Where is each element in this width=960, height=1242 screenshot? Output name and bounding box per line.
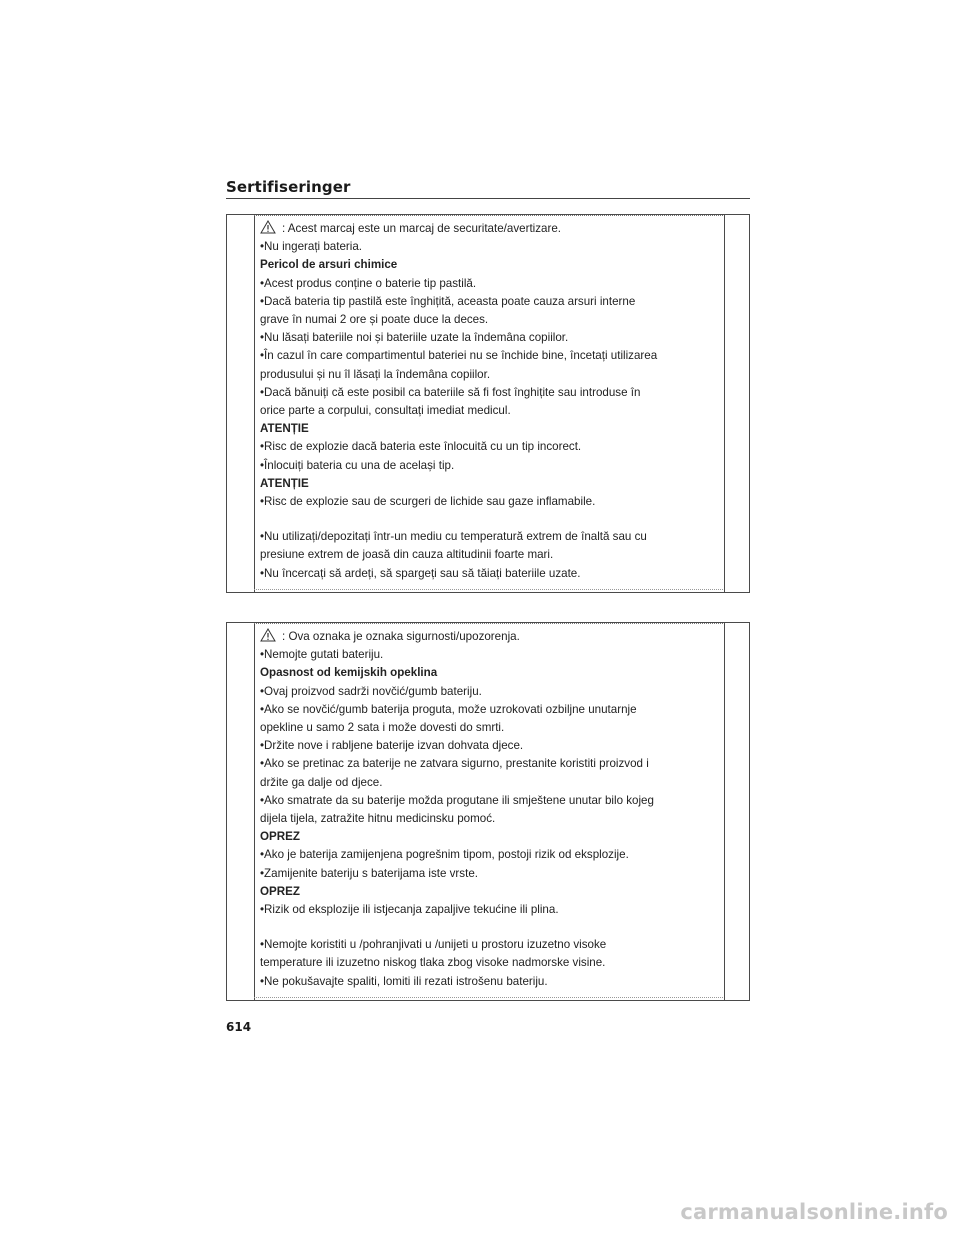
warning-line [260,366,720,384]
line-text: •În cazul în care compartimentul bateriei nu se închide bine, încetați utilizarea [260,349,658,363]
line-text: •Nemojte gutati bateriju. [260,648,384,662]
warning-line [260,493,720,511]
warning-line [260,646,720,664]
line-text: : Ova oznaka je oznaka sigurnosti/upozorenja. [282,630,520,643]
paragraph-gap [260,919,720,936]
warning-line [260,954,720,972]
line-text: •Nu încercați să ardeți, să spargeți sau să tăiați bateriile uzate. [260,566,581,580]
line-text: •Zamijenite bateriju s baterijama iste vrste. [260,866,478,880]
line-text: •Înlocuiți bateria cu una de același tip. [260,458,455,472]
line-text: •Dacă bănuiți că este posibil ca bateriile să fi fost înghițite sau introduse în [260,385,641,399]
warning-line [260,438,720,456]
line-text: temperature ili izuzetno niskog tlaka zbog visoke nadmorske visine. [260,956,606,970]
warning-line [260,683,720,701]
line-text: •Nu ingerați bateria. [260,240,363,254]
line-text: •Ako je baterija zamijenjena pogrešnim tipom, postoji rizik od eksplozije. [260,848,629,862]
line-text: •Držite nove i rabljene baterije izvan dohvata djece. [260,739,524,753]
line-text: •Ako se pretinac za baterije ne zatvara sigurno, prestanite koristiti proizvod i [260,757,649,771]
warning-text [260,220,720,583]
warning-line [260,238,720,256]
warning-line [260,901,720,919]
warning-line [260,347,720,365]
line-text: ATENȚIE [260,422,309,436]
line-text: grave în numai 2 ore și poate duce la deces. [260,313,489,327]
warning-line [260,865,720,883]
line-text: orice parte a corpului, consultați imediat medicul. [260,404,511,418]
line-text: OPREZ [260,884,300,898]
warning-line [260,384,720,402]
line-text: držite ga dalje od djece. [260,775,383,789]
warning-line [260,973,720,991]
warning-line [260,546,720,564]
warning-heading [260,664,720,682]
croatian-warning-box [226,622,750,1001]
line-text: •Nu utilizați/depozitați într-un mediu cu temperatură extrem de înaltă sau cu [260,530,647,544]
table-left-column-rule [254,623,255,1000]
warning-triangle-icon [260,628,276,642]
warning-line [260,719,720,737]
page-number: 614 [226,1020,252,1034]
line-text: •Acest produs conține o baterie tip pastilă. [260,276,477,290]
line-text: •Ovaj proizvod sadrži novčić/gumb bateriju. [260,684,482,698]
warning-line [260,701,720,719]
warning-heading [260,883,720,901]
warning-line [260,457,720,475]
warning-line [260,737,720,755]
line-text: presiune extrem de joasă din cauza altitudinii foarte mari. [260,548,554,562]
warning-line [260,936,720,954]
warning-line [260,846,720,864]
warning-heading [260,475,720,493]
line-text: •Nemojte koristiti u /pohranjivati u /unijeti u prostoru izuzetno visoke [260,938,607,952]
dotted-rule [254,623,723,624]
warning-line [260,275,720,293]
warning-line [260,628,720,646]
warning-line [260,528,720,546]
warning-text [260,628,720,991]
dotted-rule [254,215,723,216]
paragraph-gap [260,511,720,528]
line-text: ATENȚIE [260,476,309,490]
warning-line [260,220,720,238]
warning-line [260,565,720,583]
line-text: produsului și nu îl lăsați la îndemâna copiilor. [260,367,491,381]
warning-line [260,774,720,792]
line-text: •Rizik od eksplozije ili istjecanja zapaljive tekućine ili plina. [260,903,559,917]
line-text: •Risc de explozie dacă bateria este înlocuită cu un tip incorect. [260,440,582,454]
dotted-rule [254,589,723,590]
warning-line [260,810,720,828]
section-title: Sertifiseringer [226,178,351,196]
dotted-rule [254,997,723,998]
warning-heading [260,256,720,274]
line-text: •Dacă bateria tip pastilă este înghițită, aceasta poate cauza arsuri interne [260,294,636,308]
warning-line [260,402,720,420]
table-right-column-rule [724,215,725,592]
warning-line [260,311,720,329]
romanian-warning-box [226,214,750,593]
line-text: OPREZ [260,830,300,844]
section-divider [226,198,750,199]
line-text: Opasnost od kemijskih opeklina [260,666,438,680]
line-text: opekline u samo 2 sata i može dovesti do smrti. [260,721,505,735]
line-text: Pericol de arsuri chimice [260,258,398,272]
table-left-column-rule [254,215,255,592]
warning-heading [260,420,720,438]
table-right-column-rule [724,623,725,1000]
line-text: : Acest marcaj este un marcaj de securitate/avertizare. [282,222,562,235]
warning-line [260,755,720,773]
warning-heading [260,828,720,846]
line-text: •Ako se novčić/gumb baterija proguta, može uzrokovati ozbiljne unutarnje [260,702,637,716]
warning-triangle-icon [260,220,276,234]
warning-line [260,293,720,311]
warning-line [260,329,720,347]
line-text: •Ne pokušavajte spaliti, lomiti ili rezati istrošenu bateriju. [260,974,548,988]
warning-line [260,792,720,810]
line-text: •Risc de explozie sau de scurgeri de lichide sau gaze inflamabile. [260,495,596,509]
watermark: carmanualsonline.info [680,1200,948,1224]
line-text: •Nu lăsați bateriile noi și bateriile uzate la îndemâna copiilor. [260,331,569,345]
line-text: dijela tijela, zatražite hitnu medicinsku pomoć. [260,812,496,826]
line-text: •Ako smatrate da su baterije možda progutane ili smještene unutar bilo kojeg [260,793,654,807]
